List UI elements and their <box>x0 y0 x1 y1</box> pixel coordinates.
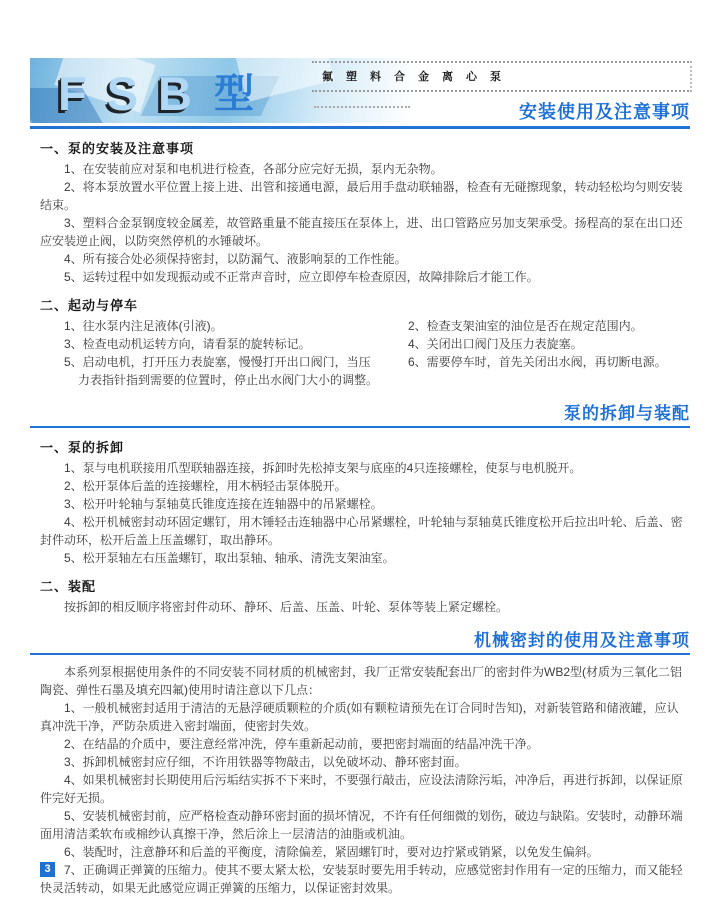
page-section-title: 安装使用及注意事项 <box>519 102 690 122</box>
product-name: 氟塑料合金离心泵 <box>322 71 514 83</box>
product-name-box <box>312 61 692 92</box>
startstop-list <box>40 317 690 389</box>
logo-model-text: 型 <box>214 72 254 116</box>
disassembly-item: 1、泵与电机联接用爪型联轴器连接，拆卸时先松掉支架与底座的4只连接螺栓，使泵与电机脱开。 <box>64 461 582 475</box>
brand-logo <box>58 62 254 121</box>
chapter-title-disassembly: 泵的拆卸与装配 <box>564 404 690 423</box>
dotted-decoration <box>314 106 410 108</box>
chapter-title-row <box>30 626 690 655</box>
startstop-item: 3、检查电动机运转方向，请看泵的旋转标记。 <box>64 337 311 351</box>
seal-item: 1、一般机械密封适用于清洁的无悬浮硬质颗粒的介质(如有颗粒请预先在订合同时告知)，对新装管路和储液罐，应认真冲洗干净，严防杂质进入密封端面，使密封失效。 <box>40 701 679 733</box>
disassembly-item: 2、松开泵体后盖的连接螺栓，用木柄轻击泵体脱开。 <box>64 479 347 493</box>
startstop-item: 1、往水泵内注足液体(引液)。 <box>64 319 223 333</box>
seal-item: 3、拆卸机械密封应仔细，不许用铁器等物敲击，以免破坏动、静环密封面。 <box>64 755 467 769</box>
disassembly-item: 3、松开叶轮轴与泵轴莫氏锥度连接在连轴器中的吊紧螺栓。 <box>64 497 383 511</box>
seal-intro: 本系列泵根据使用条件的不同安装不同材质的机械密封，我厂正常安装配套出厂的密封件为WB2型(材质为三氧化二铝陶瓷、弹性石墨及填充四氟)使用时请注意以下几点： <box>40 665 683 697</box>
assembly-heading: 二、装配 <box>40 579 97 594</box>
startstop-item: 4、关闭出口阀门及压力表旋塞。 <box>408 337 583 351</box>
startstop-item: 6、需要停车时，首先关闭出水阀，再切断电源。 <box>408 355 667 369</box>
page-content <box>40 58 690 897</box>
install-item: 1、在安装前应对泵和电机进行检查，各部分应完好无损，泵内无杂物。 <box>64 162 443 176</box>
disassembly-heading: 一、泵的拆卸 <box>40 440 125 455</box>
seal-item: 6、装配时，注意静环和后盖的平衡度，清除偏差，紧固螺钉时，要对边拧紧或销紧，以免发生偏斜。 <box>64 845 599 859</box>
startstop-item: 5、启动电机，打开压力表旋塞，慢慢打开出口阀门，当压力表指针指到需要的位置时，停止出水阀门大小的调整。 <box>64 355 379 387</box>
seal-item: 2、在结晶的介质中，要注意经常冲洗，停车重新起动前，要把密封端面的结晶冲洗干净。 <box>64 737 539 751</box>
install-item: 2、将本泵放置水平位置上接上进、出管和接通电源，最后用手盘动联轴器，检查有无碰擦现象，转动轻松均匀则安装结束。 <box>40 180 683 212</box>
install-heading: 一、泵的安装及注意事项 <box>40 141 195 156</box>
install-item: 5、运转过程中如发现振动或不正常声音时，应立即停车检查原因，故障排除后才能工作。 <box>64 270 539 284</box>
chapter-title-row <box>30 399 690 428</box>
seal-item: 4、如果机械密封长期使用后污垢结实拆不下来时，不要强行敲击，应设法清除污垢，冲净后，再进行拆卸，以保证原件完好无损。 <box>40 773 683 805</box>
logo-series-text: FSB <box>58 67 212 120</box>
page-header <box>30 58 690 129</box>
seal-item: 7、正确调正弹簧的压缩力。使其不要太紧太松，安装泵时要先用手转动，应感觉密封作用有一定的压缩力，而又能轻快灵活转动，如果无此感觉应调正弹簧的压缩力，以保证密封效果。 <box>40 863 683 895</box>
page-number-badge: 3 <box>40 862 55 877</box>
disassembly-item: 4、松开机械密封动环固定螺钉，用木锤轻击连轴器中心吊紧螺栓，叶轮轴与泵轴莫氏锥度松开后拉出叶轮、后盖、密封件动环，松开后盖上压盖螺钉，取出静环。 <box>40 515 683 547</box>
startstop-heading: 二、起动与停车 <box>40 298 139 313</box>
install-item: 4、所有接合处必须保持密封，以防漏气、液影响泵的工作性能。 <box>64 252 407 266</box>
disassembly-item: 5、松开泵轴左右压盖螺钉，取出泵轴、轴承、清洗支架油室。 <box>64 551 395 565</box>
install-item: 3、塑料合金泵钢度较金属差，故管路重量不能直接压在泵体上，进、出口管路应另加支架承受。扬程高的泵在出口还应安装逆止阀，以防突然停机的水锤破坏。 <box>40 216 683 248</box>
chapter-title-seal: 机械密封的使用及注意事项 <box>474 631 690 650</box>
seal-item: 5、安装机械密封前，应严格检查动静环密封面的损坏情况，不许有任何细微的划伤，破边与缺陷。安装时，动静环端面用清洁柔软布或棉纱认真擦干净，然后涂上一层清洁的油脂或机油。 <box>40 809 683 841</box>
assembly-text: 按拆卸的相反顺序将密封件动环、静环、后盖、压盖、叶轮、泵体等装上紧定螺栓。 <box>64 600 509 614</box>
startstop-item: 2、检查支架油室的油位是否在规定范围内。 <box>408 319 643 333</box>
